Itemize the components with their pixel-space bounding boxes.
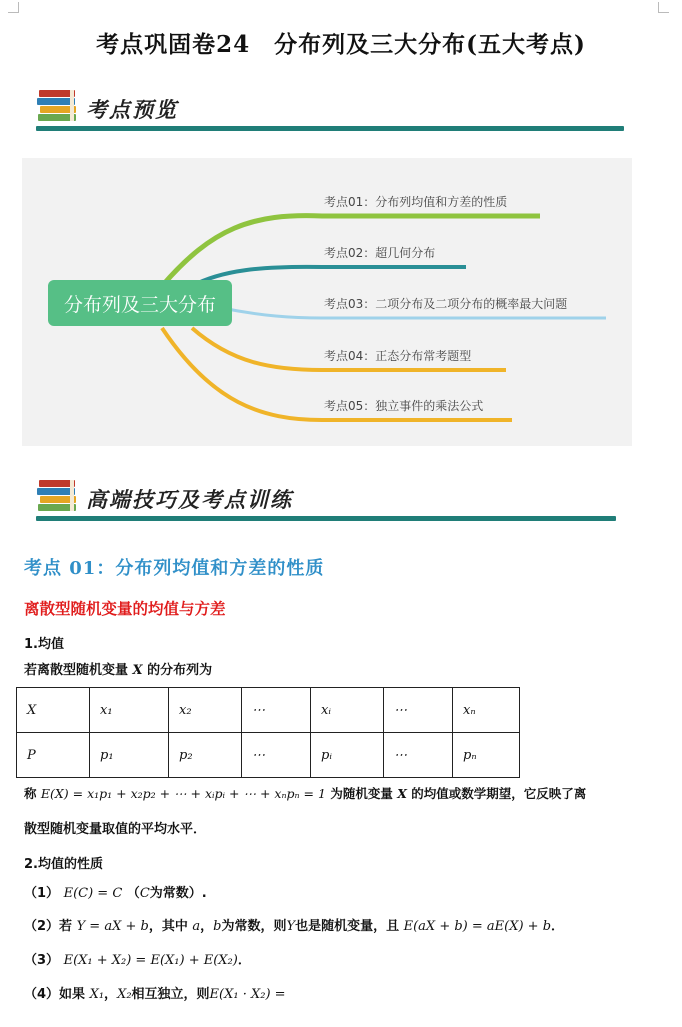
section-title: 考点 01：分布列均值和方差的性质 <box>24 558 325 579</box>
table-cell: P <box>17 733 90 778</box>
property-4-x1: X₁ <box>89 987 105 1002</box>
property-1-end: 为常数）. <box>149 886 207 901</box>
corner-mark-right <box>658 2 669 13</box>
property-4-text: 相互独立，则 <box>131 987 210 1002</box>
property-2-a: a <box>192 919 201 934</box>
definition-prefix: 称 <box>24 786 37 801</box>
property-3 <box>24 949 251 968</box>
table-cell: ⋯ <box>242 733 311 778</box>
definition-line-2: 散型随机变量取值的平均水平． <box>24 822 207 837</box>
definition-end: 的均值或数学期望，它反映了离 <box>411 786 587 801</box>
heading-mean-properties: 2.均值的性质 <box>24 857 103 872</box>
training-banner-bar <box>36 516 616 521</box>
books-icon <box>36 478 80 512</box>
property-3-end: ． <box>237 953 251 968</box>
property-2-comma: ， <box>200 919 214 934</box>
property-3-number: （3） <box>24 953 60 968</box>
mind-map-branch-1: 考点01：分布列均值和方差的性质 <box>324 195 508 209</box>
property-2-b: b <box>213 919 222 934</box>
property-2-end: ． <box>551 919 565 934</box>
table-row <box>17 733 520 778</box>
mind-map-branch-2: 考点02：超几何分布 <box>324 246 436 260</box>
definition-variable: X <box>397 786 407 801</box>
property-3-formula: E(X₁ + X₂) = E(X₁) + E(X₂) <box>63 953 238 968</box>
definition-suffix: 为随机变量 <box>330 786 393 801</box>
property-1-formula: E(C) = C <box>63 886 123 901</box>
table-cell: pᵢ <box>311 733 384 778</box>
table-cell: x₁ <box>90 688 169 733</box>
table-cell: ⋯ <box>384 688 453 733</box>
property-2-formula-2: E(aX + b) = aE(X) + b <box>403 919 552 934</box>
property-2 <box>24 915 564 934</box>
section-subtitle: 离散型随机变量的均值与方差 <box>24 600 226 618</box>
table-cell: p₁ <box>90 733 169 778</box>
property-2-y: Y <box>286 919 296 934</box>
branch-line-2 <box>192 267 466 286</box>
table-cell: xₙ <box>453 688 520 733</box>
definition-line-1 <box>24 784 586 802</box>
page-fade-overlay <box>300 978 440 1008</box>
property-2-formula-1: Y = aX + b <box>76 919 149 934</box>
preview-banner-bar <box>36 126 624 131</box>
property-1-number: （1） <box>24 886 60 901</box>
mind-map-center-node: 分布列及三大分布 <box>48 280 232 326</box>
table-cell: p₂ <box>169 733 242 778</box>
property-4-comma: ， <box>104 987 118 1002</box>
intro-variable: X <box>132 663 143 678</box>
property-4-formula: E(X₁ · X₂) = <box>209 987 286 1002</box>
preview-banner-text: 考点预览 <box>86 97 178 122</box>
property-4 <box>24 983 286 1002</box>
training-banner-text: 高端技巧及考点训练 <box>86 487 293 512</box>
distribution-table <box>16 687 520 778</box>
intro-line <box>24 659 212 678</box>
table-row <box>17 688 520 733</box>
table-cell: x₂ <box>169 688 242 733</box>
property-4-x2: X₂ <box>117 987 132 1002</box>
mind-map-branch-4: 考点04：正态分布常考题型 <box>324 349 472 363</box>
heading-mean: 1.均值 <box>24 637 64 652</box>
property-2-text-2: 为常数，则 <box>221 919 287 934</box>
preview-banner <box>36 86 626 132</box>
table-cell: xᵢ <box>311 688 384 733</box>
property-2-text-1: ，其中 <box>148 919 188 934</box>
mind-map-branch-5: 考点05：独立事件的乘法公式 <box>324 399 484 413</box>
property-2-number: （2）若 <box>24 919 73 934</box>
mind-map <box>22 158 632 446</box>
property-2-text-3: 也是随机变量，且 <box>295 919 400 934</box>
table-cell: ⋯ <box>242 688 311 733</box>
property-1 <box>24 882 207 901</box>
training-banner <box>36 476 626 522</box>
books-icon <box>36 88 80 122</box>
property-1-paren: （ <box>126 886 140 901</box>
property-4-number: （4）如果 <box>24 987 86 1002</box>
table-cell: pₙ <box>453 733 520 778</box>
mind-map-branch-3: 考点03：二项分布及二项分布的概率最大问题 <box>324 297 568 311</box>
corner-mark-left <box>8 2 19 13</box>
page-title: 考点巩固卷24 分布列及三大分布(五大考点) <box>96 31 586 58</box>
intro-suffix: 的分布列为 <box>147 663 213 678</box>
table-cell: X <box>17 688 90 733</box>
intro-prefix: 若离散型随机变量 <box>24 663 129 678</box>
property-1-variable: C <box>139 886 150 901</box>
table-cell: ⋯ <box>384 733 453 778</box>
expectation-formula: E(X) = x₁p₁ + x₂p₂ + ⋯ + xᵢpᵢ + ⋯ + xₙpₙ = 1 <box>40 786 326 801</box>
